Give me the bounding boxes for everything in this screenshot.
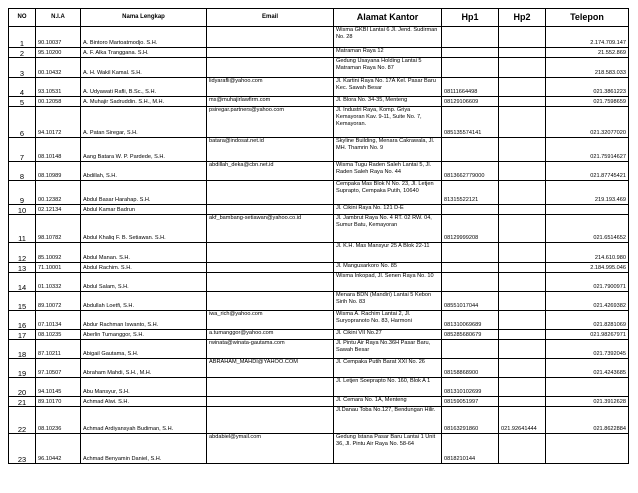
hp2-cell: [499, 58, 546, 78]
hp2-cell: [499, 243, 546, 263]
telepon-cell: 021.3912628: [546, 397, 629, 407]
address-cell: Jl. K.H. Mas Mansyur 25 A Blok 22-11: [334, 243, 442, 263]
table-row: [9, 215, 629, 243]
hp1-cell: 0813662779000: [442, 162, 499, 181]
address-cell: Jl. Jambrut Raya No. 4 RT. 02 RW. 04, Sumur Batu, Kemayoran: [334, 215, 442, 243]
no-cell: 21: [9, 397, 36, 407]
name-cell: A. Muhajir Sadruddin. S.H., M.H.: [81, 97, 207, 107]
hp2-cell: [499, 107, 546, 138]
hp1-cell: 085285680679: [442, 330, 499, 340]
address-cell: Jl. Mangusarkoro No. 85: [334, 263, 442, 273]
email-cell: [207, 263, 334, 273]
nia-cell: 00.10432: [36, 58, 81, 78]
table-row: [9, 205, 629, 215]
hp1-cell: [442, 58, 499, 78]
name-cell: Abdullah Loetfi, S.H.: [81, 292, 207, 311]
table-row: [9, 273, 629, 292]
address-cell: Matraman Raya 12: [334, 48, 442, 58]
hp2-cell: [499, 48, 546, 58]
header-no: NO: [9, 9, 36, 27]
address-cell: Jl.Danau Toba No.127, Bendungan Hilir.: [334, 407, 442, 434]
no-cell: 7: [9, 138, 36, 162]
name-cell: Achmad Alwi. S.H.: [81, 397, 207, 407]
hp2-cell: [499, 330, 546, 340]
no-cell: 1: [9, 27, 36, 48]
hp1-cell: [442, 27, 499, 48]
hp1-cell: 08163291860: [442, 407, 499, 434]
header-hp1: Hp1: [442, 9, 499, 27]
nia-cell: 00.12058: [36, 97, 81, 107]
no-cell: 14: [9, 273, 36, 292]
telepon-cell: 021.3861223: [546, 78, 629, 97]
nia-cell: 01.10332: [36, 273, 81, 292]
address-cell: Jl. Pintu Air Raya No.36H Pasar Baru, Sawah Besar: [334, 340, 442, 359]
name-cell: Abigail Gautama, S.H.: [81, 340, 207, 359]
table-row: [9, 434, 629, 464]
table-row: [9, 27, 629, 48]
email-cell: ABRAHAM_MAHDI@YAHOO.COM: [207, 359, 334, 378]
hp1-cell: [442, 340, 499, 359]
header-nama: Nama Lengkap: [81, 9, 207, 27]
table-row: [9, 48, 629, 58]
hp2-cell: [499, 78, 546, 97]
nia-cell: 00.12382: [36, 181, 81, 205]
telepon-cell: 218.583.033: [546, 58, 629, 78]
email-cell: [207, 243, 334, 263]
header-telepon: Telepon: [546, 9, 629, 27]
email-cell: [207, 205, 334, 215]
no-cell: 2: [9, 48, 36, 58]
hp2-cell: [499, 434, 546, 464]
address-cell: Wisma GKBI Lantai 6 Jl. Jend. Sudirman No. 28: [334, 27, 442, 48]
name-cell: Abdur Rachman Iswanto, S.H.: [81, 311, 207, 330]
name-cell: Abdul Khaliq F. B. Setiawan. S.H.: [81, 215, 207, 243]
telepon-cell: 2.174.709.147: [546, 27, 629, 48]
name-cell: A. H. Wakil Kamal. S.H.: [81, 58, 207, 78]
telepon-cell: 021.6514652: [546, 215, 629, 243]
table-row: [9, 107, 629, 138]
email-cell: psiregar.partners@yahoo.com: [207, 107, 334, 138]
email-cell: lidyarafli@yahoo.com: [207, 78, 334, 97]
email-cell: a.tumanggor@yahoo.com: [207, 330, 334, 340]
address-cell: Wisma Tugu Raden Saleh Lantai 5, Jl. Raden Saleh Raya No. 44: [334, 162, 442, 181]
hp2-cell: [499, 162, 546, 181]
header-email: Email: [207, 9, 334, 27]
hp2-cell: [499, 397, 546, 407]
telepon-cell: 021.8281069: [546, 311, 629, 330]
hp1-cell: 08158868900: [442, 359, 499, 378]
table-body: [9, 27, 629, 464]
name-cell: Abu Mansyur, S.H.: [81, 378, 207, 397]
header-row: [9, 9, 629, 27]
nia-cell: 71.10001: [36, 263, 81, 273]
hp2-cell: [499, 138, 546, 162]
hp2-cell: [499, 215, 546, 243]
email-cell: [207, 48, 334, 58]
hp1-cell: 81315522121: [442, 181, 499, 205]
email-cell: akf_bambang-setiawan@yahoo.co.id: [207, 215, 334, 243]
email-cell: batara@indosat.net.id: [207, 138, 334, 162]
name-cell: Aberlin Tumanggor, S.H.: [81, 330, 207, 340]
telepon-cell: 021.7392045: [546, 340, 629, 359]
address-cell: Jl. Kartini Raya No. 17A Kel. Pasar Baru Kec. Sawah Besar: [334, 78, 442, 97]
hp2-cell: [499, 311, 546, 330]
name-cell: A. Patan Siregar, S.H.: [81, 107, 207, 138]
hp1-cell: [442, 273, 499, 292]
name-cell: Abdul Salam, S.H.: [81, 273, 207, 292]
table-row: [9, 311, 629, 330]
hp1-cell: 08129999208: [442, 215, 499, 243]
no-cell: 22: [9, 407, 36, 434]
hp2-cell: [499, 205, 546, 215]
name-cell: Abdul Rachim. S.H.: [81, 263, 207, 273]
address-cell: Jl. Cikini Raya No. 121 D-E: [334, 205, 442, 215]
hp1-cell: 08159051997: [442, 397, 499, 407]
email-cell: [207, 397, 334, 407]
address-cell: Gedung Usayana Holding Lantai 5 Matraman Raya No. 87: [334, 58, 442, 78]
table-row: [9, 407, 629, 434]
table-row: [9, 378, 629, 397]
hp1-cell: 081310069689: [442, 311, 499, 330]
table-row: [9, 397, 629, 407]
table-row: [9, 97, 629, 107]
hp1-cell: 0818210144: [442, 434, 499, 464]
hp2-cell: [499, 27, 546, 48]
nia-cell: 08.10148: [36, 138, 81, 162]
no-cell: 17: [9, 330, 36, 340]
table-row: [9, 138, 629, 162]
telepon-cell: [546, 378, 629, 397]
nia-cell: 94.10172: [36, 107, 81, 138]
no-cell: 9: [9, 181, 36, 205]
nia-cell: 08.10235: [36, 330, 81, 340]
table-row: [9, 292, 629, 311]
hp2-cell: [499, 273, 546, 292]
hp2-cell: [499, 181, 546, 205]
no-cell: 11: [9, 215, 36, 243]
nia-cell: 08.10236: [36, 407, 81, 434]
name-cell: Aang Batara W. P. Pardede, S.H.: [81, 138, 207, 162]
name-cell: A. F. Alka Tranggana. S.H.: [81, 48, 207, 58]
no-cell: 15: [9, 292, 36, 311]
email-cell: [207, 273, 334, 292]
hp1-cell: 08551017044: [442, 292, 499, 311]
hp1-cell: [442, 205, 499, 215]
nia-cell: 02.12134: [36, 205, 81, 215]
no-cell: 20: [9, 378, 36, 397]
email-cell: rwinata@winata-gautama.com: [207, 340, 334, 359]
nia-cell: 93.10531: [36, 78, 81, 97]
header-hp2: Hp2: [499, 9, 546, 27]
no-cell: 16: [9, 311, 36, 330]
header-nia: N.I.A: [36, 9, 81, 27]
address-cell: Gedung Istana Pasar Baru Lantai 1 Unit 36, Jl. Pintu Air Raya No. 58-64: [334, 434, 442, 464]
nia-cell: 94.10145: [36, 378, 81, 397]
no-cell: 19: [9, 359, 36, 378]
telepon-cell: 021.4243685: [546, 359, 629, 378]
telepon-cell: 2.184.995.046: [546, 263, 629, 273]
header-alamat: Alamat Kantor: [334, 9, 442, 27]
hp1-cell: 085135574141: [442, 107, 499, 138]
no-cell: 12: [9, 243, 36, 263]
telepon-cell: [546, 205, 629, 215]
table-row: [9, 78, 629, 97]
no-cell: 3: [9, 58, 36, 78]
hp2-cell: 021.92641444: [499, 407, 546, 434]
hp1-cell: [442, 263, 499, 273]
member-table: [8, 8, 629, 464]
nia-cell: 87.10211: [36, 340, 81, 359]
table-row: [9, 181, 629, 205]
nia-cell: 08.10989: [36, 162, 81, 181]
email-cell: ms@muhajirlawfirm.com: [207, 97, 334, 107]
email-cell: [207, 407, 334, 434]
nia-cell: 97.10507: [36, 359, 81, 378]
telepon-cell: 214.610.980: [546, 243, 629, 263]
nia-cell: 89.10170: [36, 397, 81, 407]
hp1-cell: [442, 243, 499, 263]
hp2-cell: [499, 359, 546, 378]
name-cell: Achmad Ardiyansyah Budiman, S.H.: [81, 407, 207, 434]
hp1-cell: [442, 48, 499, 58]
table-row: [9, 162, 629, 181]
email-cell: [207, 292, 334, 311]
name-cell: Abdul Basar Harahap. S.H.: [81, 181, 207, 205]
table-header: [9, 9, 629, 27]
telepon-cell: [546, 434, 629, 464]
name-cell: Abraham Mahdi, S.H., M.H.: [81, 359, 207, 378]
telepon-cell: 021.8622884: [546, 407, 629, 434]
table-row: [9, 340, 629, 359]
no-cell: 23: [9, 434, 36, 464]
hp2-cell: [499, 378, 546, 397]
hp2-cell: [499, 292, 546, 311]
hp2-cell: [499, 340, 546, 359]
address-cell: Jl. Cikini VII No.27: [334, 330, 442, 340]
email-cell: [207, 27, 334, 48]
table-row: [9, 58, 629, 78]
no-cell: 18: [9, 340, 36, 359]
address-cell: Wisma Inkopad, Jl. Senen Raya No. 10: [334, 273, 442, 292]
no-cell: 13: [9, 263, 36, 273]
hp1-cell: 08111664498: [442, 78, 499, 97]
telepon-cell: 021.4269382: [546, 292, 629, 311]
address-cell: Jl. Cempaka Putih Barat XXI No. 26: [334, 359, 442, 378]
table-row: [9, 243, 629, 263]
email-cell: abdillah_deka@cbn.net.id: [207, 162, 334, 181]
table-row: [9, 330, 629, 340]
address-cell: Skyline Building, Menara Cakrawala, Jl. MH. Thamrin No. 9: [334, 138, 442, 162]
no-cell: 4: [9, 78, 36, 97]
hp1-cell: [442, 138, 499, 162]
table-row: [9, 359, 629, 378]
nia-cell: 07.10134: [36, 311, 81, 330]
name-cell: Achmad Benyamin Daniel, S.H.: [81, 434, 207, 464]
hp1-cell: 08129106609: [442, 97, 499, 107]
telepon-cell: 021.32077020: [546, 107, 629, 138]
nia-cell: 96.10442: [36, 434, 81, 464]
telepon-cell: 021.98267971: [546, 330, 629, 340]
telepon-cell: 021.7598659: [546, 97, 629, 107]
no-cell: 6: [9, 107, 36, 138]
no-cell: 8: [9, 162, 36, 181]
no-cell: 5: [9, 97, 36, 107]
telepon-cell: 219.193.469: [546, 181, 629, 205]
address-cell: Menara BDN (Mandiri) Lantai 5 Kebon Sirih No. 83: [334, 292, 442, 311]
address-cell: Wisma A. Rachim Lantai 2, Jl. Suryopranoto No. 83, Harmoni: [334, 311, 442, 330]
hp2-cell: [499, 263, 546, 273]
email-cell: iwa_rich@yahoo.com: [207, 311, 334, 330]
name-cell: Abdul Manan. S.H.: [81, 243, 207, 263]
address-cell: Jl. Cemara No. 1A, Menteng: [334, 397, 442, 407]
address-cell: Jl. Letjen Soeprapto No. 160, Blok A 1: [334, 378, 442, 397]
name-cell: Abdul Kamar Badrun: [81, 205, 207, 215]
nia-cell: 85.10092: [36, 243, 81, 263]
nia-cell: 95.10200: [36, 48, 81, 58]
telepon-cell: 021.75914627: [546, 138, 629, 162]
nia-cell: 98.10782: [36, 215, 81, 243]
nia-cell: 90.10037: [36, 27, 81, 48]
hp2-cell: [499, 97, 546, 107]
name-cell: Abdillah, S.H.: [81, 162, 207, 181]
table-row: [9, 263, 629, 273]
email-cell: [207, 378, 334, 397]
telepon-cell: 021.87745421: [546, 162, 629, 181]
no-cell: 10: [9, 205, 36, 215]
telepon-cell: 21.552.869: [546, 48, 629, 58]
email-cell: [207, 181, 334, 205]
address-cell: Jl. Industri Raya, Komp. Griya Kemayoran Kav. 9-11, Suite No. 7, Kemayoran.: [334, 107, 442, 138]
address-cell: Cempaka Mas Blok N No. 23, Jl. Letjen Suprapto, Cempaka Putih, 10640: [334, 181, 442, 205]
email-cell: [207, 58, 334, 78]
name-cell: A. Udyawati Rafli, B.Sc., S.H.: [81, 78, 207, 97]
name-cell: A. Bintoro Martoatmodjo. S.H.: [81, 27, 207, 48]
hp1-cell: 081310102699: [442, 378, 499, 397]
address-cell: Jl. Blora No. 34-35, Menteng: [334, 97, 442, 107]
telepon-cell: 021.7900971: [546, 273, 629, 292]
nia-cell: 89.10072: [36, 292, 81, 311]
email-cell: abdabiel@ymail.com: [207, 434, 334, 464]
